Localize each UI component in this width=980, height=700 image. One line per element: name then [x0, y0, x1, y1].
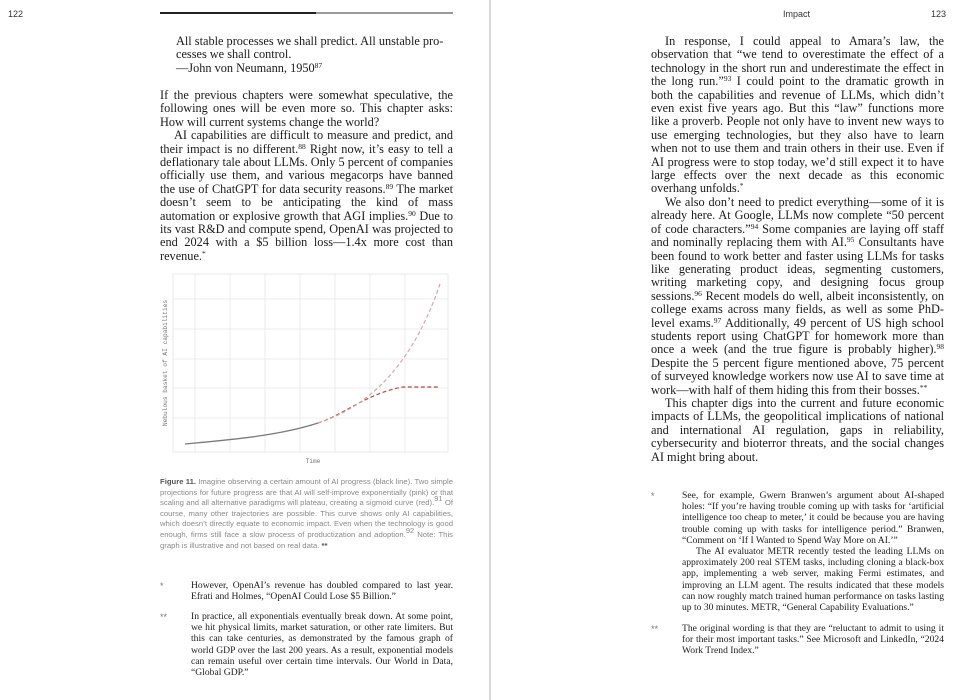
- epigraph-line-2: cesses we shall control.: [176, 47, 292, 62]
- body-text-left: [160, 89, 453, 263]
- x-axis-label: Time: [305, 458, 321, 465]
- figure-11-graph: [158, 268, 454, 468]
- page-number-left: 122: [8, 9, 24, 19]
- note-ref: 87: [314, 60, 323, 70]
- y-axis-label: Nebulous basket of AI capabilities: [162, 299, 169, 427]
- epigraph-line-1: All stable processes we shall predict. All unstable pro-: [176, 34, 444, 48]
- paragraph-3: This chapter digs into the current and future economic impacts of LLMs, the geopolitical implications of national and international AI regulation, gaps in reliability, cybersecurity and bioterror threats, and the social changes AI might bring about.: [651, 395, 944, 464]
- footnote-text: In practice, all exponentials eventually break down. At some point, we hit physical limits, market saturation, or other rate limiters. But this can take centuries, as demonstrated by the famous graph of world GDP over the last 200 years. As a result, exponential models can remain useful over certain time intervals. Our World in Data, “Global GDP.”: [191, 611, 453, 679]
- footnote-mark: *: [202, 248, 206, 258]
- progress-bar-light: [316, 12, 453, 14]
- paragraph-1: In response, I could appeal to Amara’s law, the observation that “we tend to overestimate the effect of a technology in the short run and underestimate the effect in the long run.”$^{93}$ I could point to the dramatic growth in both the capabilities and revenue of LLMs, which didn’t even exist five years ago. But this “law” functions more like a proverb. People not only have to invent new ways to use emerging technologies, but they also have to learn when not to use them and train others in their use. Even if AI progress were to stop today, we’d still expect it to have large effects over the next decade as this economic overhang unfolds.*: [651, 34, 944, 196]
- figure-caption: Figure 11. Imagine observing a certain amount of AI progress (black line). Two simple projections for future progress are that AI will self-improve exponentially (pink) or that scaling and all alternative paradigms will plateau, creating a sigmoid curve (red).$^{91}$ Of course, many other trajectories are possible. This curve shows only AI capabilities, which doesn’t directly equate to economic impact. Even when the technology is good enough, firms still face a slow process of productization and adoption.$^{92}$ Note: This graph is illustrative and not based on real data. **: [160, 477, 454, 550]
- footnote-mark: *: [739, 181, 744, 191]
- epigraph: [176, 35, 456, 75]
- footnote-mark: **: [919, 382, 928, 392]
- running-head: Impact: [783, 9, 811, 19]
- progress-bar-dark: [160, 12, 316, 14]
- paragraph-2: AI capabilities are difficult to measure and predict, and their impact is no different.$^{88}$ Right now, it’s easy to tell a deflationary tale about LLMs. Only 5 percent of companies officially use them, and various megacorps have banned the use of ChatGPT for data security reasons.$^{89}$ The market doesn’t seem to be anticipating the kind of mass automation or explosive growth that AGI implies.$^{90}$ Due to its vast R&D and compute spend, OpenAI was projected to end 2024 with a $5 billion loss—1.4x more cost than revenue.*: [160, 128, 454, 263]
- paragraph-1: If the previous chapters were somewhat speculative, the following ones will be even more so. This chapter asks: How will current systems change the world?: [160, 88, 453, 129]
- footnote-marker: **: [651, 624, 659, 634]
- footnote-text: See, for example, Gwern Branwen’s argument about AI-shaped holes: “If you’re having trouble coming up with tasks for ‘artificial intelligence too cheap to meter,’ it could be because you are having trouble coming up with tasks for intelligence period.” Branwen, “Comment on ‘If I Wanted to Spend Way More on AI.’” The AI evaluator METR recently tested the leading LLMs on approximately 200 real STEM tasks, including cloning a black-box app, implementing a web server, making Fermi estimates, and improving an LLM agent. The results indicated that these models can now roughly match trained human performance on tasks lasting up to 30 minutes. METR, “General Capability Evaluations.”: [682, 490, 944, 614]
- footnote-text: However, OpenAI’s revenue has doubled compared to last year. Efrati and Holmes, “OpenAI Could Lose $5 Billion.”: [191, 580, 453, 603]
- footnote-marker: *: [651, 491, 655, 501]
- footnote-marker: **: [160, 612, 168, 622]
- paragraph-2: We also don’t need to predict everything—some of it is already here. At Google, LLMs now complete “50 percent of code characters.”$^{94}$ Some companies are laying off staff and nominally replacing them with AI.$^{95}$ Consultants have been found to work better and faster using LLMs for tasks like generating product ideas, segmenting customers, writing marketing copy, and designing focus group sessions.$^{96}$ Recent models do well, albeit inconsistently, on college exams across many fields, as well as some PhD-level exams.$^{97}$ Additionally, 49 percent of US high school students report using ChatGPT for homework more than once a week (and the true figure is probably higher).$^{98}$ Despite the 5 percent figure mentioned above, 75 percent of surveyed knowledge workers now use AI to save time at work—with half of them hiding this from their bosses.**: [651, 194, 944, 397]
- epigraph-attribution: —John von Neumann, 1950$^{87}$: [176, 60, 323, 75]
- page-number-right: 123: [931, 9, 947, 19]
- body-text-right: [651, 35, 944, 464]
- footnote-text: The original wording is that they are “reluctant to admit to using it for their most important tasks.” See Microsoft and LinkedIn, “2024 Work Trend Index.”: [682, 623, 944, 657]
- right-page: [491, 0, 980, 700]
- footnote-marker: *: [160, 581, 164, 591]
- left-page: [0, 0, 489, 700]
